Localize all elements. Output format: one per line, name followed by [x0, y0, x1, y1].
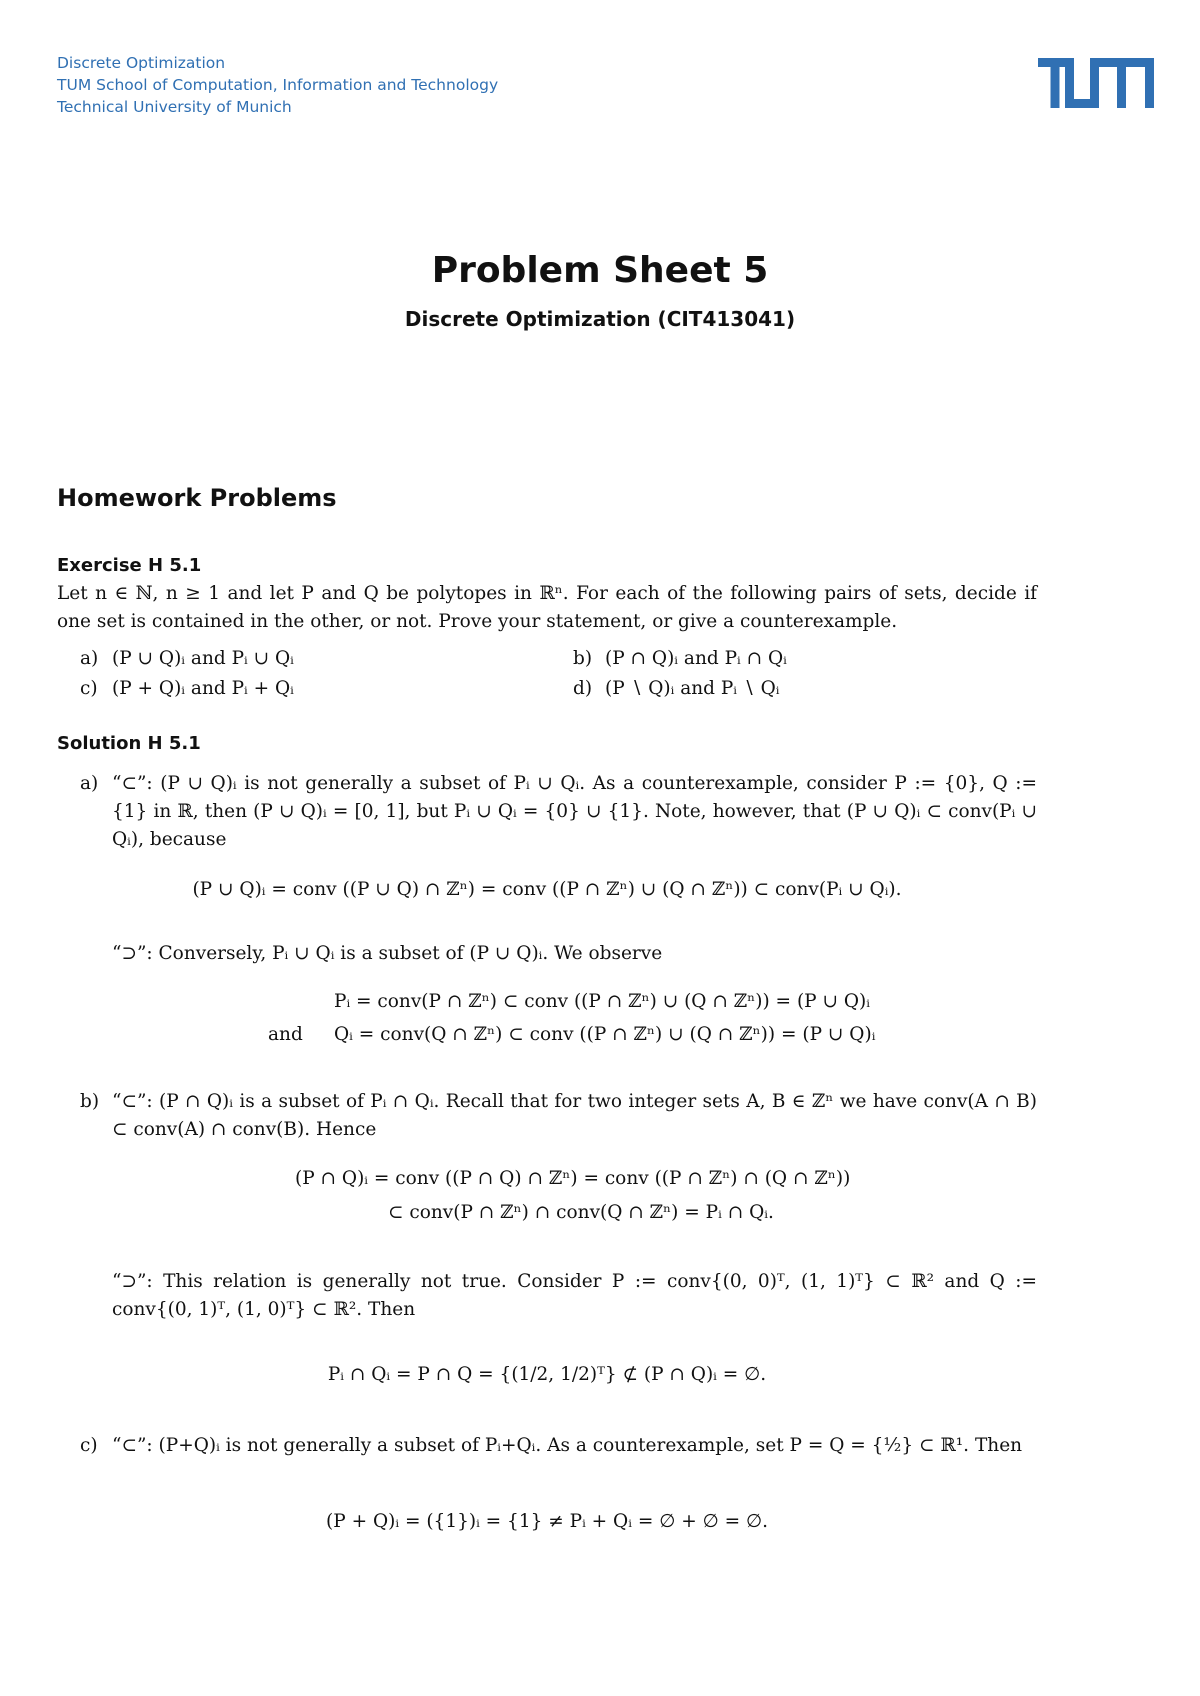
solution-a-equation-3: Qᵢ = conv(Q ∩ ℤⁿ) ⊂ conv ((P ∩ ℤⁿ) ∪ (Q ∩ ℤⁿ)) = (P ∪ Q)ᵢ [334, 1024, 876, 1045]
solution-part-label: a) [80, 773, 99, 794]
section-heading: Homework Problems [57, 484, 337, 512]
solution-a-equation-1: (P ∪ Q)ᵢ = conv ((P ∪ Q) ∩ ℤⁿ) = conv ((P ∩ ℤⁿ) ∪ (Q ∩ ℤⁿ)) ⊂ conv(Pᵢ ∪ Qᵢ). [192, 879, 902, 900]
solution-b-text: “⊂”: (P ∩ Q)ᵢ is a subset of Pᵢ ∩ Qᵢ. Recall that for two integer sets A, B ∈ ℤⁿ we have conv(A ∩ B) ⊂ conv(A) ∩ conv(B). Hence [112, 1091, 1037, 1140]
solution-a-reverse-text: “⊃”: Conversely, Pᵢ ∪ Qᵢ is a subset of (P ∪ Q)ᵢ. We observe [112, 943, 663, 964]
exercise-item-text: (P ∖ Q)ᵢ and Pᵢ ∖ Qᵢ [605, 678, 780, 699]
solution-a-text: “⊂”: (P ∪ Q)ᵢ is not generally a subset of Pᵢ ∪ Qᵢ. As a counterexample, consider P := {0}, Q := {1} in ℝ, then (P ∪ Q)ᵢ = [0, 1], but Pᵢ ∪ Qᵢ = {0} ∪ {1}. Note, however, that (P ∪ Q)ᵢ ⊂ conv(Pᵢ ∪ Qᵢ), because [112, 773, 1037, 850]
exercise-heading: Exercise H 5.1 [57, 555, 202, 576]
solution-a-equation-2: Pᵢ = conv(P ∩ ℤⁿ) ⊂ conv ((P ∩ ℤⁿ) ∪ (Q ∩ ℤⁿ)) = (P ∪ Q)ᵢ [334, 991, 870, 1012]
school-name: TUM School of Computation, Information and Technology [57, 76, 499, 94]
tum-logo [1038, 58, 1154, 108]
solution-b-reverse-text: “⊃”: This relation is generally not true. Consider P := conv{(0, 0)ᵀ, (1, 1)ᵀ} ⊂ ℝ² and Q := conv{(0, 1)ᵀ, (1, 0)ᵀ} ⊂ ℝ². Then [112, 1271, 1037, 1320]
exercise-item-label: b) [573, 648, 593, 669]
exercise-item-label: d) [573, 678, 593, 699]
solution-part-label: b) [80, 1091, 100, 1112]
solution-b-equation-1: (P ∩ Q)ᵢ = conv ((P ∩ Q) ∩ ℤⁿ) = conv ((P ∩ ℤⁿ) ∩ (Q ∩ ℤⁿ)) [295, 1168, 851, 1189]
exercise-text: Let n ∈ ℕ, n ≥ 1 and let P and Q be polytopes in ℝⁿ. For each of the following pairs of sets, decide if one set is contained in the other, or not. Prove your statement, or give a counterexample. [57, 583, 1037, 632]
solution-a-and: and [268, 1024, 303, 1045]
solution-b-equation-3: Pᵢ ∩ Qᵢ = P ∩ Q = {(1/2, 1/2)ᵀ} ⊄ (P ∩ Q)ᵢ = ∅. [327, 1364, 767, 1385]
page-title: Problem Sheet 5 [431, 250, 769, 291]
solution-b-equation-2: ⊂ conv(P ∩ ℤⁿ) ∩ conv(Q ∩ ℤⁿ) = Pᵢ ∩ Qᵢ. [388, 1202, 774, 1223]
solution-heading: Solution H 5.1 [57, 733, 201, 754]
exercise-item-label: a) [80, 648, 99, 669]
solution-c-equation-1: (P + Q)ᵢ = ({1})ᵢ = {1} ≠ Pᵢ + Qᵢ = ∅ + ∅ = ∅. [326, 1511, 768, 1532]
course-name: Discrete Optimization [57, 54, 226, 72]
university-name: Technical University of Munich [57, 98, 292, 116]
solution-part-label: c) [80, 1435, 98, 1456]
exercise-item-label: c) [80, 678, 98, 699]
solution-c-text: “⊂”: (P+Q)ᵢ is not generally a subset of Pᵢ+Qᵢ. As a counterexample, set P = Q = {½} ⊂ ℝ¹. Then [112, 1435, 1023, 1456]
exercise-item-text: (P ∪ Q)ᵢ and Pᵢ ∪ Qᵢ [112, 648, 294, 669]
exercise-item-text: (P + Q)ᵢ and Pᵢ + Qᵢ [112, 678, 294, 699]
page-subtitle: Discrete Optimization (CIT413041) [404, 307, 796, 331]
institution-block [57, 52, 498, 118]
exercise-item-text: (P ∩ Q)ᵢ and Pᵢ ∩ Qᵢ [605, 648, 787, 669]
